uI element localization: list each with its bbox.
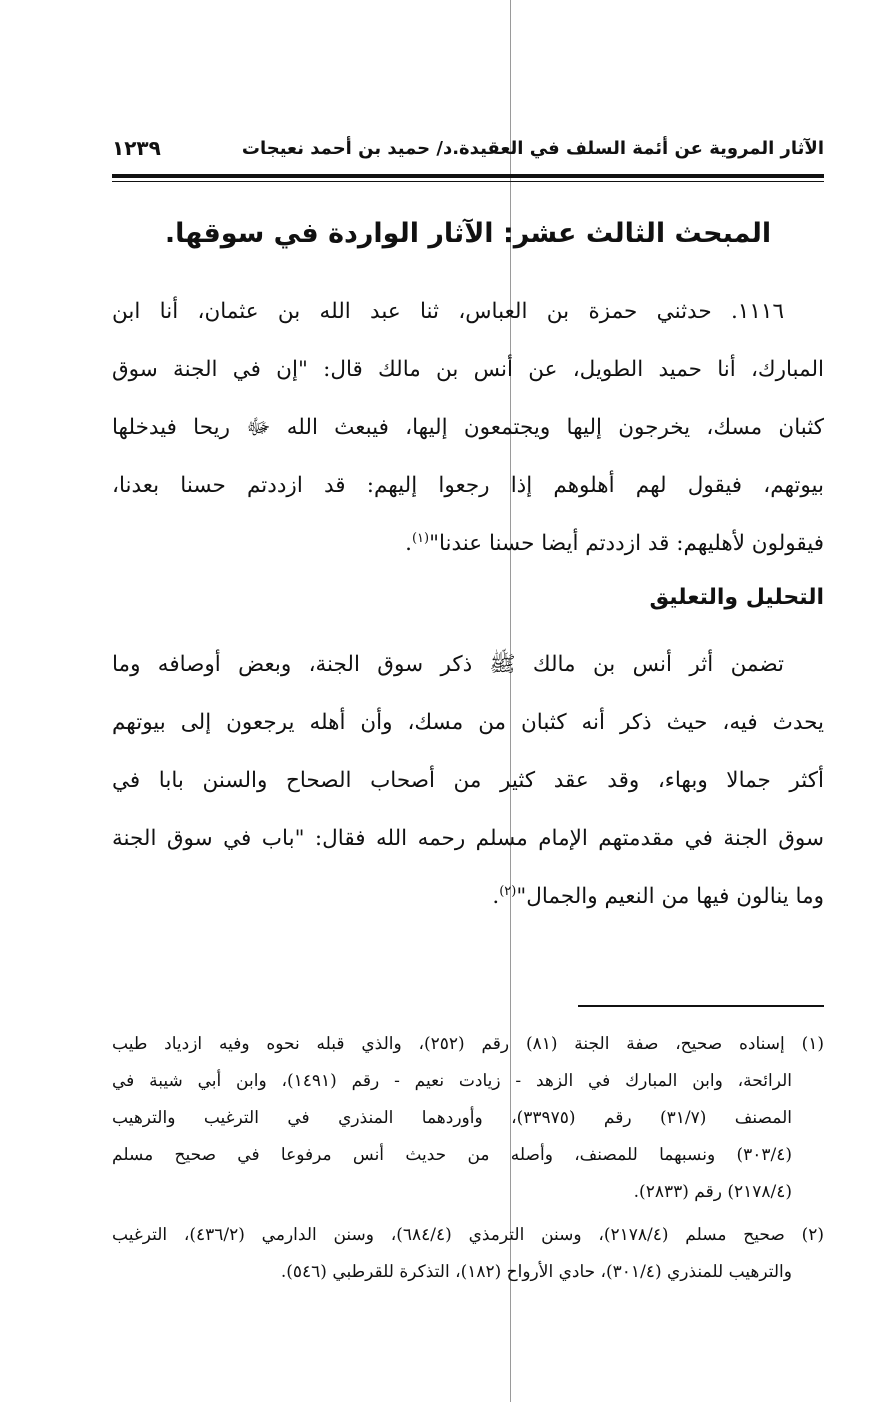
footnote-2 — [112, 1217, 824, 1291]
footnote-line: المصنف (٣١/٧) رقم (٣٣٩٧٥)، وأوردهما المنذري في الترغيب والترهيب — [112, 1108, 792, 1128]
commentary-line: تضمن أثر أنس بن مالك ﷺ ذكر سوق الجنة، وبعض أوصافه وما — [112, 652, 784, 677]
header-rule-thin — [112, 181, 824, 182]
narration-line: ١١١٦. حدثني حمزة بن العباس، ثنا عبد الله بن عثمان، أنا ابن — [112, 299, 784, 324]
footnote-ref-1[interactable]: (١) — [411, 530, 430, 546]
commentary-line: يحدث فيه، حيث ذكر أنه كثبان من مسك، وأن أهله يرجعون إلى بيوتهم — [112, 710, 824, 735]
footnote-line: (٢١٧٨/٤) رقم (٢٨٣٣). — [633, 1182, 792, 1202]
section-title: المبحث الثالث عشر: الآثار الواردة في سوقها. — [164, 218, 772, 249]
footnote-line: (٣٠٣/٤) ونسبهما للمصنف، وأصله من حديث أنس مرفوعا في صحيح مسلم — [112, 1145, 792, 1165]
commentary-line: أكثر جمالا وبهاء، وقد عقد كثير من أصحاب الصحاح والسنن بابا في — [112, 768, 824, 793]
footnote-line: والترهيب للمنذري (٣٠١/٤)، حادي الأرواح (١٨٢)، التذكرة للقرطبي (٥٤٦). — [280, 1262, 792, 1282]
commentary-line: سوق الجنة في مقدمتهم الإمام مسلم رحمه الله فقال: "باب في سوق الجنة — [112, 826, 824, 851]
narration-line-last — [112, 515, 824, 573]
running-header — [112, 131, 824, 165]
analysis-heading: التحليل والتعليق — [649, 585, 824, 610]
narration-line-text: فيقولون لأهليهم: قد ازددتم أيضا حسنا عندنا" — [429, 531, 824, 556]
commentary-line-text: وما ينالون فيها من النعيم والجمال" — [516, 884, 824, 909]
page-number: ١٢٣٩ — [112, 136, 161, 160]
commentary-end-punct: . — [492, 884, 500, 909]
commentary-paragraph — [112, 636, 824, 926]
header-title: الآثار المروية عن أئمة السلف في العقيدة.د/ حميد بن أحمد نعيجات — [241, 137, 824, 159]
narration-line: بيوتهم، فيقول لهم أهلوهم إذا رجعوا إليهم: قد ازددتم حسنا بعدنا، — [112, 473, 824, 498]
footnote-line: الرائحة، وابن المبارك في الزهد - زيادت نعيم - رقم (١٤٩١)، وابن أبي شيبة في — [112, 1071, 792, 1091]
narration-paragraph — [112, 283, 824, 573]
narration-line: كثبان مسك، يخرجون إليها ويجتمعون إليها، فيبعث الله ﷻ ريحا فيدخلها — [112, 415, 824, 440]
footnote-line: (٢) صحيح مسلم (٢١٧٨/٤)، وسنن الترمذي (٦٨٤/٤)، وسنن الدارمي (٤٣٦/٢)، الترغيب — [112, 1225, 824, 1245]
footnote-line: (١) إسناده صحيح، صفة الجنة (٨١) رقم (٢٥٢)، والذي قبله نحوه وفيه ازدياد طيب — [112, 1034, 824, 1054]
commentary-line-last — [112, 868, 824, 926]
footnote-1 — [112, 1026, 824, 1211]
narration-end-punct: . — [405, 531, 412, 556]
narration-line: المبارك، أنا حميد الطويل، عن أنس بن مالك قال: "إن في الجنة سوق — [112, 357, 824, 382]
footnotes — [112, 1026, 824, 1291]
header-rule-thick — [112, 174, 824, 178]
footnote-separator — [578, 1005, 824, 1007]
footnote-ref-2[interactable]: (٢) — [499, 883, 517, 899]
